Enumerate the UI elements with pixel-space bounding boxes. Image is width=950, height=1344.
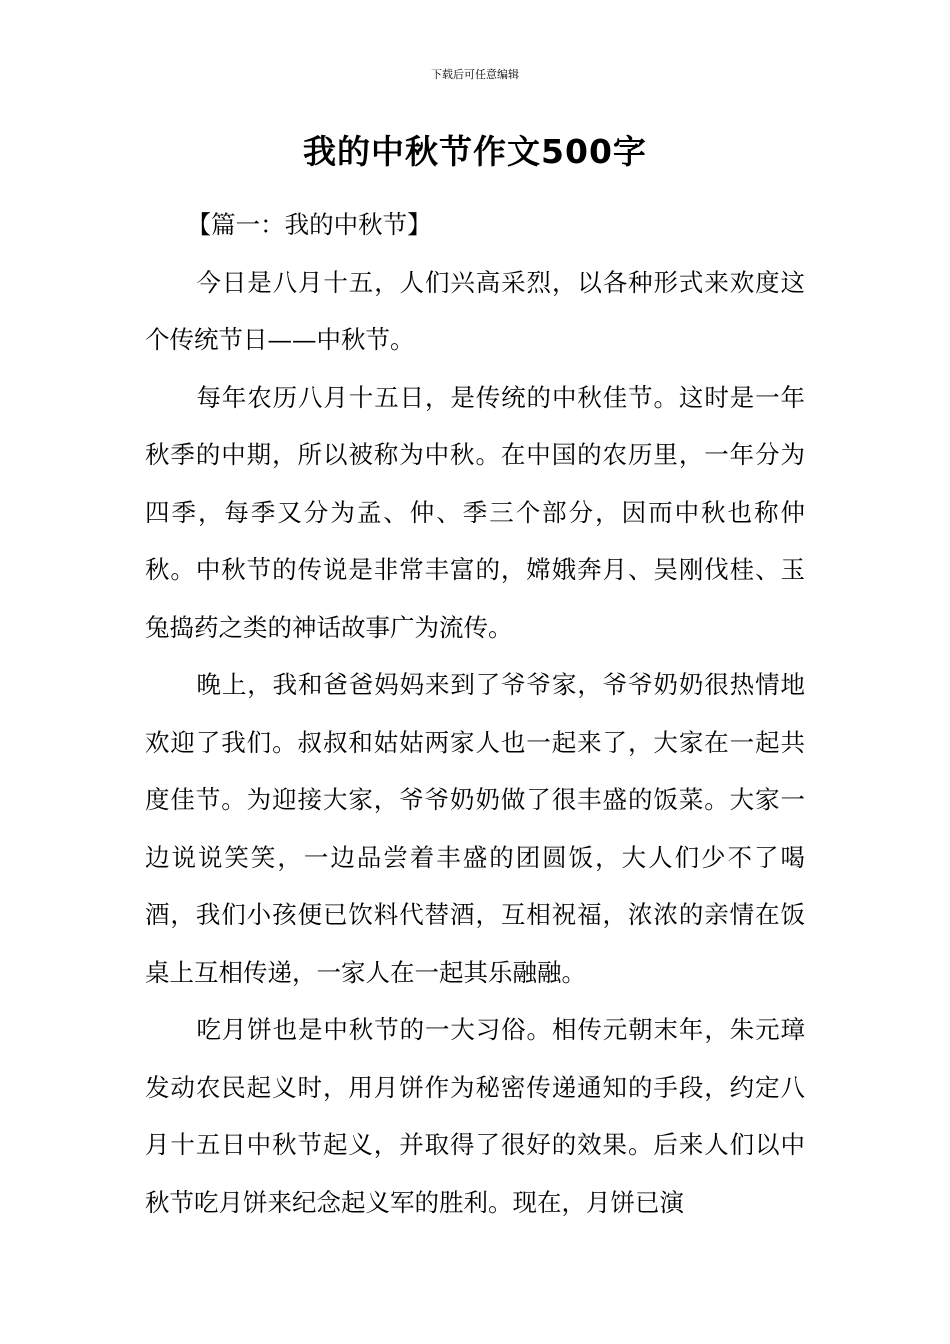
paragraph-2: 每年农历八月十五日，是传统的中秋佳节。这时是一年秋季的中期，所以被称为中秋。在中国的农历里，一年分为四季，每季又分为孟、仲、季三个部分，因而中秋也称仲秋。中秋节的传说是非常丰富的，嫦娥奔月、吴刚伐桂、玉兔捣药之类的神话故事广为流传。	[145, 382, 805, 642]
section-heading: 【篇一：我的中秋节】	[186, 210, 432, 239]
paragraph-1: 今日是八月十五，人们兴高采烈，以各种形式来欢度这个传统节日——中秋节。	[145, 267, 805, 354]
paragraph-4: 吃月饼也是中秋节的一大习俗。相传元朝末年，朱元璋发动农民起义时，用月饼作为秘密传递通知的手段，约定八月十五日中秋节起义，并取得了很好的效果。后来人们以中秋节吃月饼来纪念起义军的胜利。现在，月饼已演	[145, 1015, 805, 1217]
paragraph-3: 晚上，我和爸爸妈妈来到了爷爷家，爷爷奶奶很热情地欢迎了我们。叔叔和姑姑两家人也一起来了，大家在一起共度佳节。为迎接大家，爷爷奶奶做了很丰盛的饭菜。大家一边说说笑笑，一边品尝着丰盛的团圆饭，大人们少不了喝酒，我们小孩便已饮料代替酒，互相祝福，浓浓的亲情在饭桌上互相传递，一家人在一起其乐融融。	[145, 670, 805, 987]
header-note: 下载后可任意编辑	[431, 68, 519, 81]
document-body	[145, 196, 805, 1231]
document-title: 我的中秋节作文500字	[303, 132, 647, 171]
